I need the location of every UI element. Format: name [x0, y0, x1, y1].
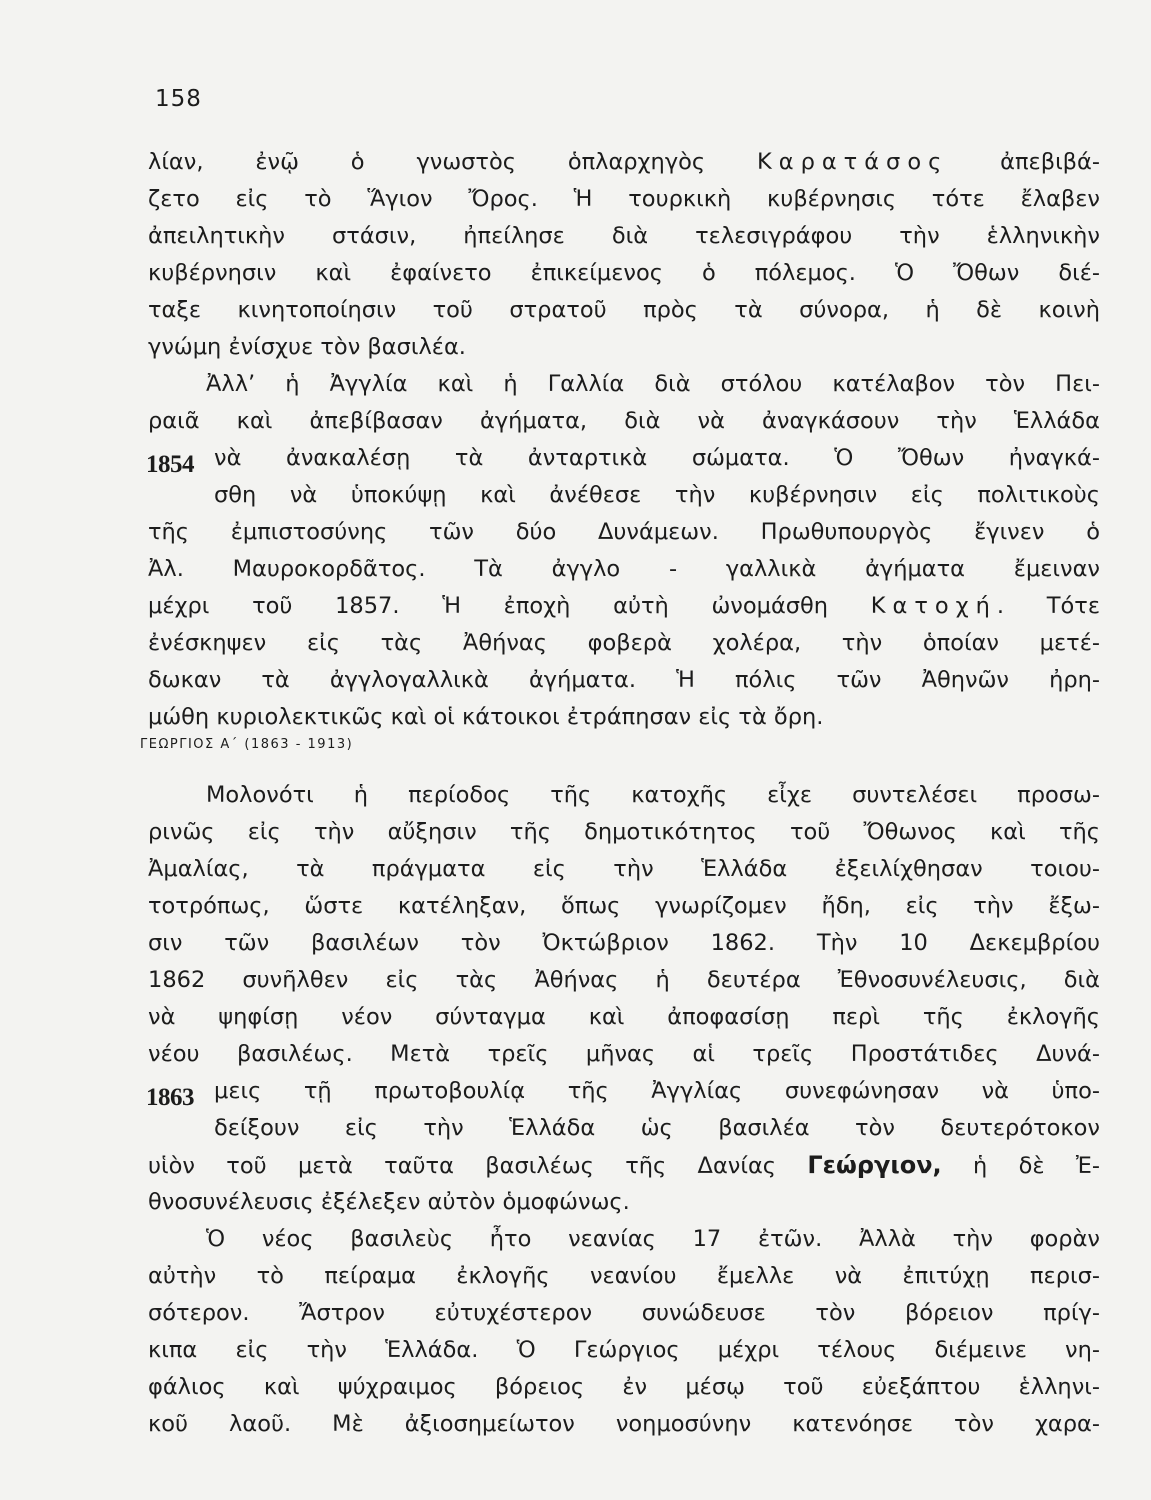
- text-line: νέου βασιλέως. Μετὰ τρεῖς μῆνας αἱ τρεῖς Προστάτιδες Δυνά-: [148, 1041, 1100, 1067]
- text-line: κιπα εἰς τὴν Ἑλλάδα. Ὁ Γεώργιος μέχρι τέλους διέμεινε νη-: [148, 1337, 1100, 1363]
- text-line: κοῦ λαοῦ. Μὲ ἀξιοσημείωτον νοημοσύνην κατενόησε τὸν χαρα-: [148, 1411, 1100, 1437]
- text-line: μώθη κυριολεκτικῶς καὶ οἱ κάτοικοι ἐτράπησαν εἰς τὰ ὄρη.: [148, 704, 824, 730]
- text-line: αὐτὴν τὸ πείραμα ἐκλογῆς νεανίου ἔμελλε νὰ ἐπιτύχῃ περισ-: [148, 1263, 1100, 1289]
- text-line: Ἀλ. Μαυροκορδᾶτος. Τὰ ἀγγλο - γαλλικὰ ἀγήματα ἔμειναν: [148, 556, 1100, 582]
- text-line: Ὁ νέος βασιλεὺς ἦτο νεανίας 17 ἐτῶν. Ἀλλὰ τὴν φορὰν: [206, 1226, 1100, 1252]
- text-line: τῆς ἐμπιστοσύνης τῶν δύο Δυνάμεων. Πρωθυπουργὸς ἔγινεν ὁ: [148, 519, 1100, 545]
- text-line: 1862 συνῆλθεν εἰς τὰς Ἀθήνας ἡ δευτέρα Ἐθνοσυνέλευσις, διὰ: [148, 967, 1100, 993]
- text-line: ἀπειλητικὴν στάσιν, ἠπείλησε διὰ τελεσιγράφου τὴν ἑλληνικὴν: [148, 223, 1100, 249]
- margin-year-1863: 1863: [146, 1084, 194, 1111]
- emphasized-term: Κατοχή: [870, 593, 997, 619]
- text-line: σότερον. Ἄστρον εὐτυχέστερον συνώδευσε τὸν βόρειον πρίγ-: [148, 1300, 1100, 1326]
- text-line: νὰ ψηφίσῃ νέον σύνταγμα καὶ ἀποφασίσῃ περὶ τῆς ἐκλογῆς: [148, 1004, 1100, 1030]
- text-line: σθη νὰ ὑποκύψῃ καὶ ἀνέθεσε τὴν κυβέρνησιν εἰς πολιτικοὺς: [214, 482, 1100, 508]
- text-line: μεις τῇ πρωτοβουλίᾳ τῆς Ἀγγλίας συνεφώνησαν νὰ ὑπο-: [214, 1078, 1100, 1104]
- text-line: ζετο εἰς τὸ Ἅγιον Ὄρος. Ἡ τουρκικὴ κυβέρνησις τότε ἔλαβεν: [148, 186, 1100, 212]
- text-line: κυβέρνησιν καὶ ἐφαίνετο ἐπικείμενος ὁ πόλεμος. Ὁ Ὄθων διέ-: [148, 260, 1100, 286]
- text-line: γνώμη ἐνίσχυε τὸν βασιλέα.: [148, 334, 466, 360]
- text-line: σιν τῶν βασιλέων τὸν Ὀκτώβριον 1862. Τὴν 10 Δεκεμβρίου: [148, 930, 1100, 956]
- text-line: φάλιος καὶ ψύχραιμος βόρειος ἐν μέσῳ τοῦ εὐεξάπτου ἑλληνι-: [148, 1374, 1100, 1400]
- page-number: 158: [155, 86, 202, 112]
- text-line: ρινῶς εἰς τὴν αὔξησιν τῆς δημοτικότητος τοῦ Ὄθωνος καὶ τῆς: [148, 819, 1100, 845]
- emphasized-name: Καρατάσος: [756, 149, 949, 175]
- text-line: λίαν, ἐνῷ ὁ γνωστὸς ὁπλαρχηγὸς Καρατάσος ἀπεβιβά-: [148, 149, 1100, 175]
- text-line: ταξε κινητοποίησιν τοῦ στρατοῦ πρὸς τὰ σύνορα, ἡ δὲ κοινὴ: [148, 297, 1100, 323]
- text-line: Ἀμαλίας, τὰ πράγματα εἰς τὴν Ἑλλάδα ἐξειλίχθησαν τοιου-: [148, 856, 1100, 882]
- text-line: δείξουν εἰς τὴν Ἑλλάδα ὡς βασιλέα τὸν δευτερότοκον: [214, 1115, 1100, 1141]
- text-line: δωκαν τὰ ἀγγλογαλλικὰ ἀγήματα. Ἡ πόλις τῶν Ἀθηνῶν ἠρη-: [148, 667, 1100, 693]
- margin-year-1854: 1854: [146, 451, 194, 478]
- text-line: Μολονότι ἡ περίοδος τῆς κατοχῆς εἶχε συντελέσει προσω-: [206, 782, 1100, 808]
- text-line: υἱὸν τοῦ μετὰ ταῦτα βασιλέως τῆς Δανίας Γεώργιον, ἡ δὲ Ἐ-: [148, 1151, 1100, 1179]
- text-line: ραιᾶ καὶ ἀπεβίβασαν ἀγήματα, διὰ νὰ ἀναγκάσουν τὴν Ἑλλάδα: [148, 408, 1100, 434]
- text-line: τοτρόπως, ὥστε κατέληξαν, ὅπως γνωρίζομεν ἤδη, εἰς τὴν ἔξω-: [148, 893, 1100, 919]
- text-line: μέχρι τοῦ 1857. Ἡ ἐποχὴ αὐτὴ ὠνομάσθη Κατοχή. Τότε: [148, 593, 1100, 619]
- text-line: νὰ ἀνακαλέσῃ τὰ ἀνταρτικὰ σώματα. Ὁ Ὄθων ἠναγκά-: [214, 445, 1100, 471]
- text-line: θνοσυνέλευσις ἐξέλεξεν αὐτὸν ὁμοφώνως.: [148, 1189, 630, 1215]
- section-heading: ΓΕΩΡΓΙΟΣ Α΄ (1863 - 1913): [140, 737, 354, 752]
- bold-name: Γεώργιον,: [807, 1151, 942, 1179]
- text-line: Ἀλλ’ ἡ Ἀγγλία καὶ ἡ Γαλλία διὰ στόλου κατέλαβον τὸν Πει-: [206, 371, 1100, 397]
- text-line: ἐνέσκηψεν εἰς τὰς Ἀθήνας φοβερὰ χολέρα, τὴν ὁποίαν μετέ-: [148, 630, 1100, 656]
